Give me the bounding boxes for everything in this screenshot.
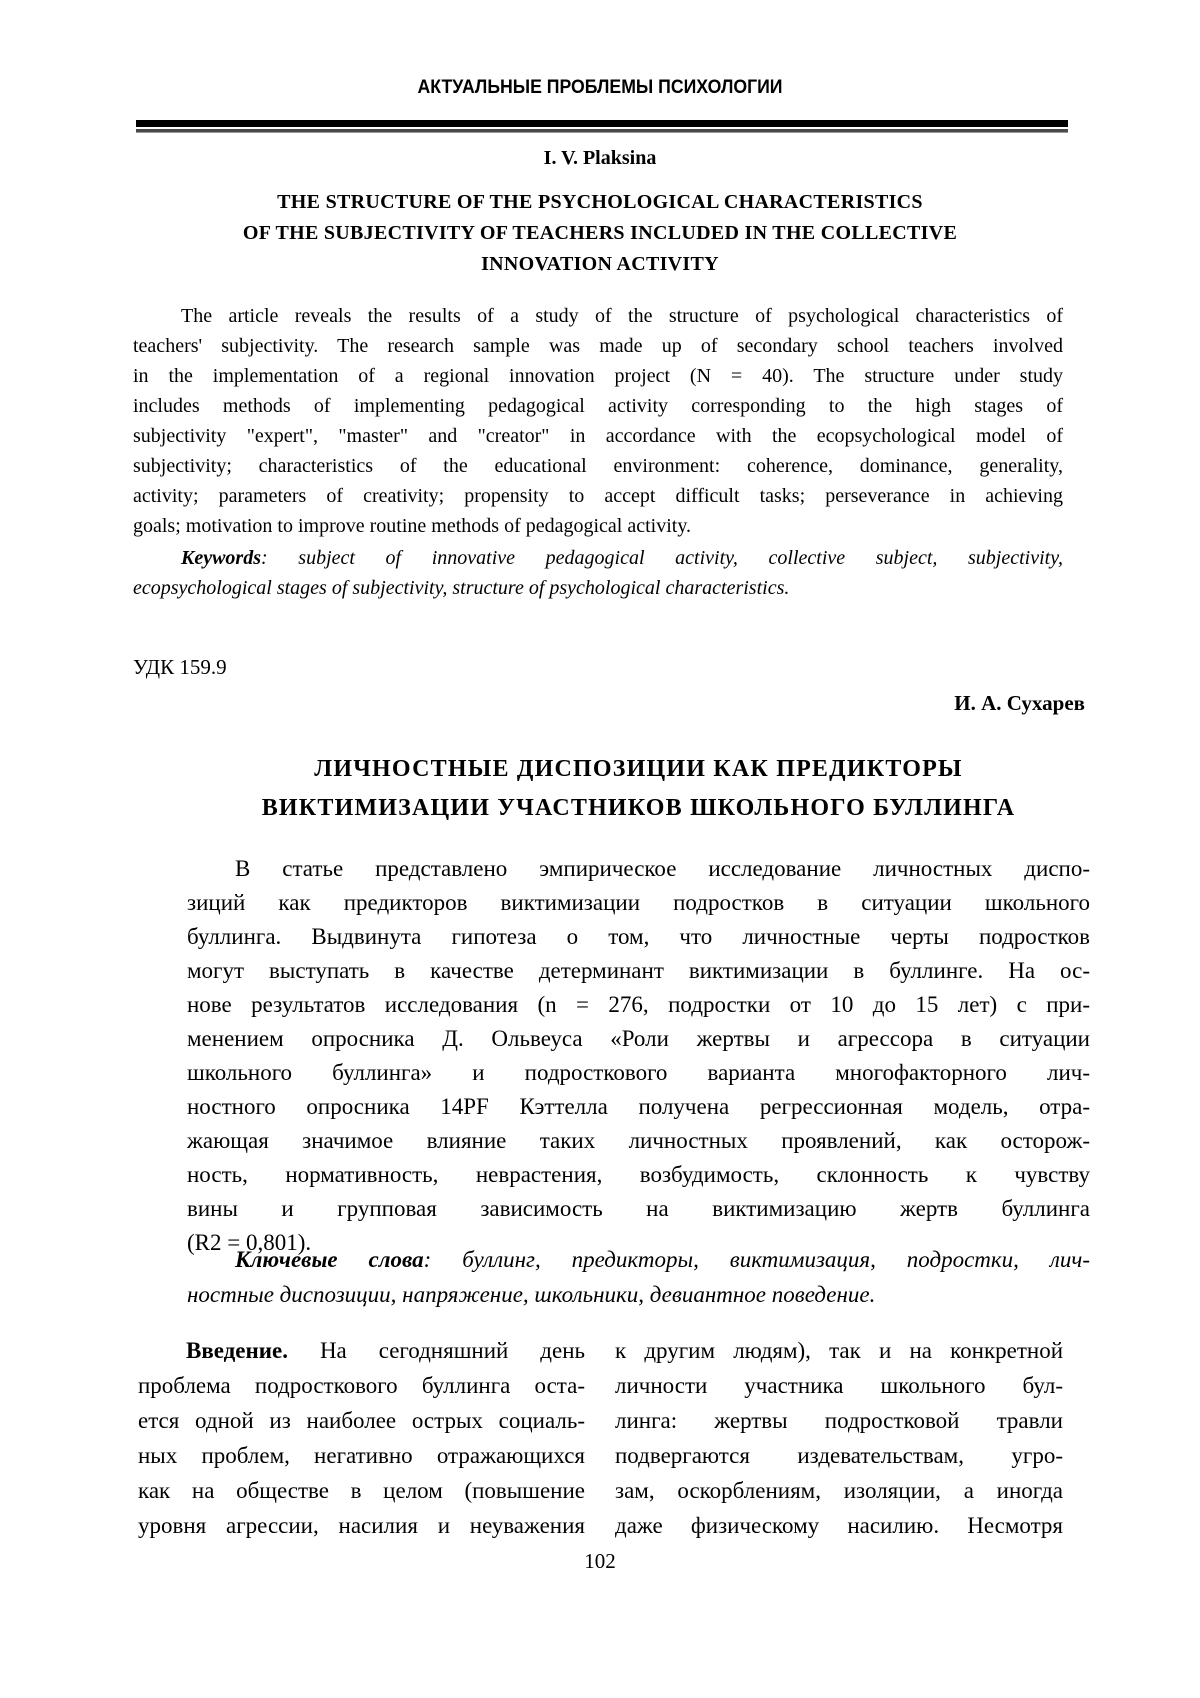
abstract-en	[133, 301, 1063, 541]
header-divider	[136, 120, 1068, 133]
keywords-ru-line	[187, 1242, 1090, 1277]
abstract-ru-line: зиций как предикторов виктимизации подростков в ситуации школьного	[187, 890, 1090, 915]
abstract-en-line: subjectivity; characteristics of the educational environment: coherence, dominance, generality,	[133, 455, 1063, 477]
body-line: зам, оскорблениям, изоляции, а иногда	[615, 1478, 1063, 1503]
keywords-en-label: Keywords	[181, 547, 261, 569]
body-line: личности участника школьного бул-	[615, 1373, 1063, 1398]
body-column-left	[138, 1333, 585, 1543]
title-ru-line: ВИКТИМИЗАЦИИ УЧАСТНИКОВ ШКОЛЬНОГО БУЛЛИНГА	[261, 795, 1016, 821]
title-en-line: INNOVATION ACTIVITY	[481, 253, 719, 275]
body-line: ных проблем, негативно отражающихся	[138, 1443, 585, 1468]
body-line: ется одной из наиболее острых социаль-	[138, 1408, 585, 1433]
abstract-ru-line: могут выступать в качестве детерминант виктимизации в буллинге. На ос-	[187, 958, 1090, 983]
keywords-en-text: : subject of innovative pedagogical activity, collective subject, subjectivity,	[261, 547, 1063, 569]
abstract-ru-line: буллинга. Выдвинута гипотеза о том, что личностные черты подростков	[187, 924, 1090, 949]
divider-thick-line	[136, 120, 1068, 127]
abstract-en-line: teachers' subjectivity. The research sample was made up of secondary school teachers involved	[133, 335, 1063, 357]
abstract-ru-line: нове результатов исследования (n = 276, подростки от 10 до 15 лет) с при-	[187, 992, 1090, 1017]
body-line: линга: жертвы подростковой травли	[615, 1408, 1063, 1433]
abstract-ru-line: ность, нормативность, неврастения, возбудимость, склонность к чувству	[187, 1162, 1090, 1187]
intro-heading: Введение.	[186, 1338, 288, 1363]
abstract-en-line: activity; parameters of creativity; propensity to accept difficult tasks; perseverance in achieving	[133, 485, 1063, 507]
abstract-en-line: goals; motivation to improve routine methods of pedagogical activity.	[133, 515, 692, 537]
abstract-en-line: includes methods of implementing pedagogical activity corresponding to the high stages of	[133, 395, 1063, 417]
body-column-right	[615, 1333, 1063, 1543]
author-en: I. V. Plaksina	[543, 147, 657, 169]
author-ru: И. А. Сухарев	[954, 691, 1085, 715]
abstract-en-line: The article reveals the results of a study of the structure of psychological characteristics of	[181, 305, 1063, 327]
body-line: как на обществе в целом (повышение	[138, 1478, 585, 1503]
body-text: На сегодняшний день	[287, 1338, 585, 1363]
divider-thin-line	[136, 129, 1068, 133]
title-en-line: OF THE SUBJECTIVITY OF TEACHERS INCLUDED IN THE COLLECTIVE	[242, 222, 958, 244]
abstract-ru-line: ностного опросника 14PF Кэттелла получена регрессионная модель, отра-	[187, 1094, 1090, 1119]
abstract-ru	[187, 852, 1090, 1260]
body-line: проблема подросткового буллинга оста-	[138, 1373, 585, 1398]
keywords-en-line	[133, 543, 1063, 573]
journal-running-head: АКТУАЛЬНЫЕ ПРОБЛЕМЫ ПСИХОЛОГИИ	[417, 77, 783, 98]
abstract-ru-line: жающая значимое влияние таких личностных проявлений, как осторож-	[187, 1128, 1090, 1153]
title-en-line: THE STRUCTURE OF THE PSYCHOLOGICAL CHARACTERISTICS	[277, 191, 923, 213]
abstract-ru-line: школьного буллинга» и подросткового варианта многофакторного лич-	[187, 1060, 1090, 1085]
abstract-en-line: in the implementation of a regional innovation project (N = 40). The structure under study	[133, 365, 1063, 387]
page-number: 102	[584, 1549, 616, 1573]
abstract-ru-line: (R2 = 0,801).	[187, 1230, 312, 1255]
body-line	[138, 1333, 585, 1368]
keywords-ru-text: : буллинг, предикторы, виктимизация, подростки, лич-	[423, 1247, 1090, 1272]
abstract-ru-line: В статье представлено эмпирическое исследование личностных диспо-	[235, 856, 1090, 881]
keywords-ru-line: ностные диспозиции, напряжение, школьники, девиантное поведение.	[187, 1282, 876, 1307]
udk-code: УДК 159.9	[133, 655, 227, 679]
body-line: даже физическому насилию. Несмотря	[615, 1513, 1063, 1538]
body-line: уровня агрессии, насилия и неуважения	[138, 1513, 585, 1538]
body-line: подвергаются издевательствам, угро-	[615, 1443, 1063, 1468]
article-title-en	[135, 187, 1065, 280]
body-line: к другим людям), так и на конкретной	[615, 1338, 1063, 1363]
keywords-en-line: ecopsychological stages of subjectivity, structure of psychological characteristics.	[133, 577, 790, 599]
abstract-ru-line: вины и групповая зависимость на виктимизацию жертв буллинга	[187, 1196, 1090, 1221]
article-title-ru	[187, 750, 1090, 828]
keywords-ru-label: Ключевые слова	[235, 1247, 424, 1272]
keywords-ru	[187, 1242, 1090, 1312]
abstract-ru-line: менением опросника Д. Ольвеуса «Роли жертвы и агрессора в ситуации	[187, 1026, 1090, 1051]
keywords-en	[133, 543, 1063, 603]
title-ru-line: ЛИЧНОСТНЫЕ ДИСПОЗИЦИИ КАК ПРЕДИКТОРЫ	[314, 756, 963, 782]
abstract-en-line: subjectivity "expert", "master" and "creator" in accordance with the ecopsychological model of	[133, 425, 1063, 447]
